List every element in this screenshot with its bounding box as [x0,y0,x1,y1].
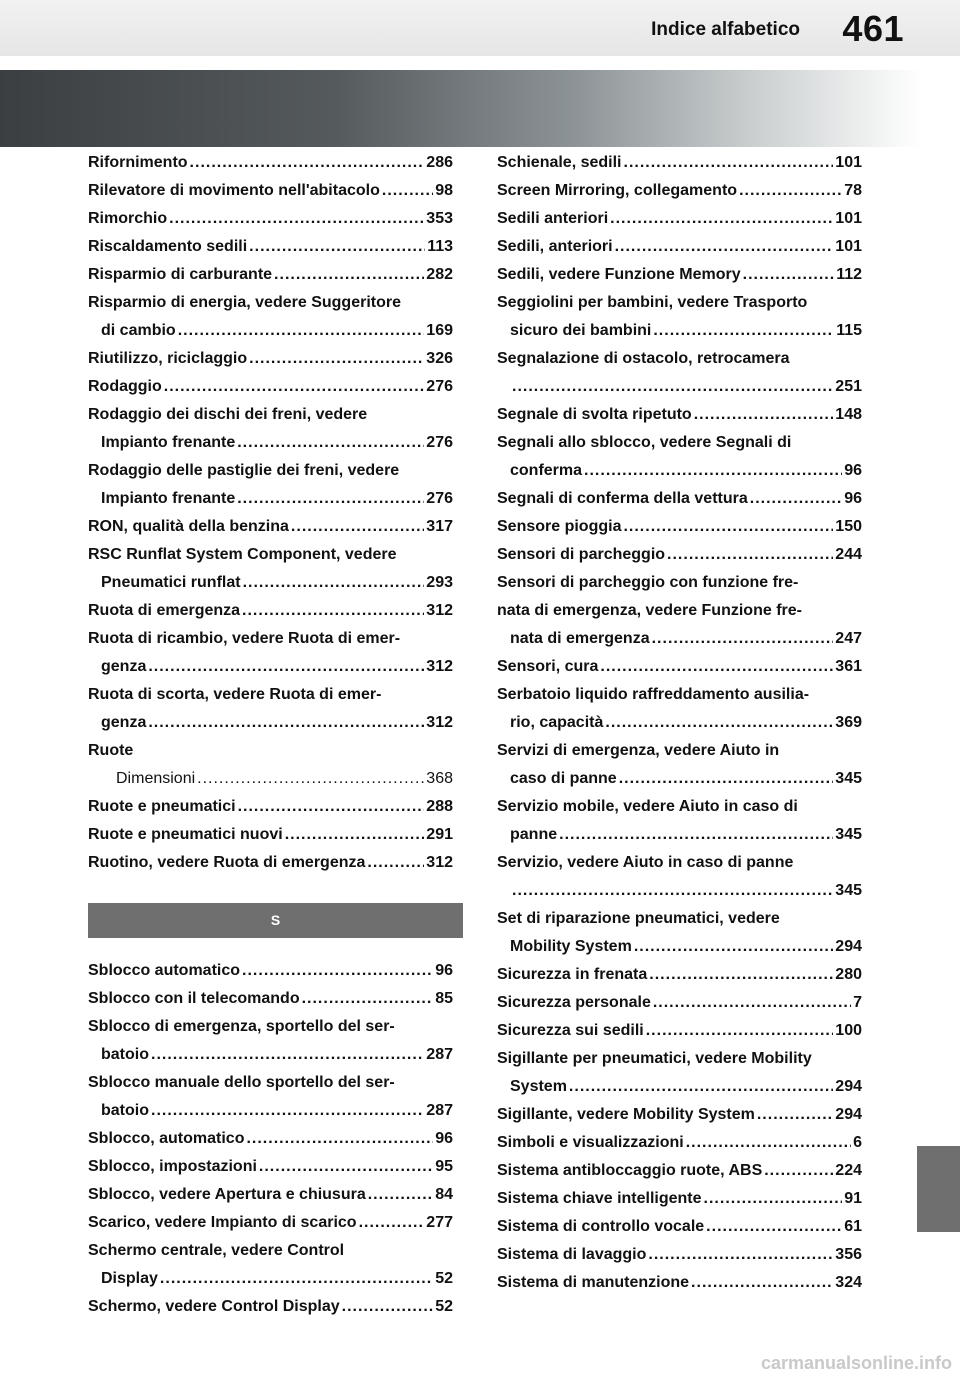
entry-text: Sistema antibloccaggio ruote, ABS [497,1162,763,1179]
page-reference: 361 [835,658,862,675]
index-entry [497,1185,862,1213]
page-reference: 244 [835,546,862,563]
dot-leader [249,345,424,373]
page-reference: 52 [435,1270,453,1287]
index-entry [88,1125,453,1153]
dot-leader [652,625,834,653]
dot-leader [739,177,842,205]
page-reference: 324 [835,1274,862,1291]
entry-text: sicuro dei bambini [510,322,652,339]
index-entry [497,653,862,681]
index-entry [88,289,453,345]
header-banner [0,70,960,147]
dot-leader [743,261,835,289]
dot-leader [764,1157,833,1185]
page-number: 461 [842,8,904,49]
entry-text: Serbatoio liquido raffreddamento ausilia- [497,686,810,703]
index-entry [88,401,453,457]
dot-leader [686,1129,851,1157]
entry-text: Sensori, cura [497,658,599,675]
thumb-index-tab [917,1146,960,1232]
dot-leader [368,1181,433,1209]
dot-leader [584,457,842,485]
page-reference: 277 [426,1214,453,1231]
page-reference: 247 [835,630,862,647]
index-list-s-continued [497,149,862,1297]
entry-text: Scarico, vedere Impianto di scarico [88,1214,357,1231]
index-entry [497,793,862,849]
dot-leader [359,1209,425,1237]
dot-leader [164,373,425,401]
index-entry [88,1153,453,1181]
page-reference: 312 [426,854,453,871]
page-reference: 291 [426,826,453,843]
page-reference: 78 [844,182,862,199]
entry-text: RON, qualità della benzina [88,518,289,535]
index-column-right [497,149,862,1297]
entry-text: Seggiolini per bambini, vedere Trasporto [497,294,808,311]
page-reference: 345 [835,770,862,787]
entry-text: Sblocco, automatico [88,1130,245,1147]
index-entry [497,737,862,793]
index-entry [88,457,453,513]
dot-leader [342,1293,434,1321]
page-reference: 369 [835,714,862,731]
page-reference: 294 [835,1078,862,1095]
index-entry [88,985,453,1013]
entry-text: Segnalazione di ostacolo, retrocamera [497,350,790,367]
entry-text: Sigillante per pneumatici, vedere Mobility [497,1050,812,1067]
index-entry [88,149,453,177]
page-reference: 98 [435,182,453,199]
index-entry [88,765,453,793]
page-reference: 293 [426,574,453,591]
entry-text: Screen Mirroring, collegamento [497,182,738,199]
index-entry [88,737,453,765]
page-reference: 345 [835,826,862,843]
section-title: Indice alfabetico [651,19,800,40]
dot-leader [605,709,833,737]
index-entry [497,401,862,429]
entry-text: batoio [101,1046,149,1063]
entry-text: RSC Runflat System Component, vedere [88,546,397,563]
entry-text: Rilevatore di movimento nell'abitacolo [88,182,380,199]
entry-text: panne [510,826,558,843]
index-entry [497,261,862,289]
entry-text: Segnali allo sblocco, vedere Segnali di [497,434,792,451]
page-reference: 287 [426,1046,453,1063]
page-reference: 368 [426,770,453,787]
dot-leader [615,233,834,261]
page-reference: 148 [835,406,862,423]
page-reference: 101 [835,154,862,171]
entry-text: Sensori di parcheggio con funzione fre- [497,574,799,591]
entry-text: Rimorchio [88,210,168,227]
dot-leader [169,205,424,233]
dot-leader [190,149,425,177]
index-entry [88,1069,453,1125]
index-entry [88,597,453,625]
dot-leader [600,653,833,681]
entry-text: Riscaldamento sedili [88,238,248,255]
dot-leader [151,1097,424,1125]
page-reference: 101 [835,238,862,255]
page-reference: 353 [426,210,453,227]
dot-leader [382,177,433,205]
index-entry [497,1269,862,1297]
entry-text: Impianto frenante [101,434,236,451]
dot-leader [160,1265,433,1293]
index-entry [88,681,453,737]
page-reference: 96 [435,962,453,979]
dot-leader [623,513,833,541]
entry-text: genza [101,658,147,675]
dot-leader [619,765,834,793]
page-reference: 312 [426,714,453,731]
page-reference: 276 [426,434,453,451]
page-reference: 91 [844,1190,862,1207]
dot-leader [237,429,424,457]
entry-text: Sblocco manuale dello sportello del ser- [88,1074,395,1091]
entry-text: Sedili, vedere Funzione Memory [497,266,741,283]
dot-leader [667,541,833,569]
entry-text: Rodaggio delle pastiglie dei freni, vedere [88,462,400,479]
entry-text: genza [101,714,147,731]
index-entry [88,233,453,261]
dot-leader [242,957,433,985]
index-entry [497,485,862,513]
page-reference: 61 [844,1218,862,1235]
entry-text: caso di panne [510,770,617,787]
entry-text: Sicurezza in frenata [497,966,648,983]
index-entry [497,1129,862,1157]
entry-text: Sedili anteriori [497,210,609,227]
index-entry [88,625,453,681]
page-reference: 280 [835,966,862,983]
dot-leader [259,1153,433,1181]
page-reference: 312 [426,602,453,619]
index-entry [497,1045,862,1101]
entry-text: Sistema di lavaggio [497,1246,647,1263]
entry-text: Risparmio di carburante [88,266,273,283]
page-reference: 287 [426,1102,453,1119]
dot-leader [178,317,425,345]
index-entry [497,1157,862,1185]
index-list-r [88,149,453,877]
dot-leader [691,1269,833,1297]
entry-text: Segnale di svolta ripetuto [497,406,692,423]
entry-text: Mobility System [510,938,632,955]
entry-text: rio, capacità [510,714,604,731]
index-entry [497,1241,862,1269]
index-entry [88,1293,453,1321]
index-entry [88,1209,453,1237]
page-reference: 112 [836,266,862,283]
page-reference: 85 [435,990,453,1007]
index-entry [497,1101,862,1129]
index-entry [497,849,862,905]
page-reference: 96 [844,490,862,507]
dot-leader [653,317,834,345]
dot-leader [649,961,833,989]
dot-leader [512,877,833,905]
index-entry [88,821,453,849]
entry-text: Servizi di emergenza, vedere Aiuto in [497,742,780,759]
page-reference: 276 [426,378,453,395]
entry-text: Sistema di manutenzione [497,1274,690,1291]
entry-text: Segnali di conferma della vettura [497,490,748,507]
index-entry [88,793,453,821]
index-entry [497,569,862,653]
entry-text: nata di emergenza [510,630,650,647]
entry-text: Ruote [88,742,134,759]
entry-text: Set di riparazione pneumatici, vedere [497,910,780,927]
index-entry [497,233,862,261]
dot-leader [634,933,833,961]
page-reference: 356 [835,1246,862,1263]
dot-leader [242,597,424,625]
entry-text: Sblocco, vedere Apertura e chiusura [88,1186,366,1203]
entry-text: Pneumatici runflat [101,574,241,591]
dot-leader [704,1185,843,1213]
dot-leader [148,653,424,681]
entry-text: Sblocco automatico [88,962,241,979]
entry-text: Ruote e pneumatici nuovi [88,826,283,843]
dot-leader [694,401,834,429]
entry-text: Servizio, vedere Aiuto in caso di panne [497,854,794,871]
page-reference: 286 [426,154,453,171]
dot-leader [197,765,424,793]
entry-text: Ruota di ricambio, vedere Ruota di emer- [88,630,401,647]
header-band [0,0,960,56]
entry-text: Ruota di emergenza [88,602,241,619]
entry-text: Dimensioni [116,770,196,787]
index-entry [88,513,453,541]
index-entry [88,177,453,205]
entry-text: Schermo centrale, vedere Control [88,1242,345,1259]
page-reference: 345 [835,882,862,899]
page-reference: 326 [426,350,453,367]
page-reference: 6 [853,1134,862,1151]
entry-text: Sigillante, vedere Mobility System [497,1106,755,1123]
index-entry [497,177,862,205]
entry-text: Sistema di controllo vocale [497,1218,705,1235]
index-entry [88,957,453,985]
index-entry [88,373,453,401]
index-entry [497,961,862,989]
index-entry [497,1017,862,1045]
dot-leader [285,821,425,849]
index-entry [88,205,453,233]
page-reference: 150 [835,518,862,535]
entry-text: Rodaggio dei dischi dei freni, vedere [88,406,368,423]
index-entry [497,205,862,233]
dot-leader [624,149,834,177]
entry-text: Servizio mobile, vedere Aiuto in caso di [497,798,798,815]
dot-leader [559,821,833,849]
dot-leader [238,793,425,821]
entry-text: Schienale, sedili [497,154,622,171]
page-reference: 113 [427,238,453,255]
page-reference: 169 [426,322,453,339]
entry-text: Sblocco con il telecomando [88,990,300,1007]
dot-leader [610,205,833,233]
entry-text: batoio [101,1102,149,1119]
dot-leader [706,1213,842,1241]
entry-text: Ruote e pneumatici [88,798,236,815]
entry-text: Sblocco, impostazioni [88,1158,257,1175]
dot-leader [648,1241,833,1269]
dot-leader [367,849,424,877]
index-list-s [88,957,453,1321]
index-entry [497,429,862,485]
entry-text: System [510,1078,567,1095]
entry-text: Sicurezza sui sedili [497,1022,644,1039]
entry-text: Ruota di scorta, vedere Ruota di emer- [88,686,382,703]
entry-text: Sicurezza personale [497,994,651,1011]
index-entry [88,1013,453,1069]
entry-text: Riutilizzo, riciclaggio [88,350,248,367]
entry-text: Simboli e visualizzazioni [497,1134,684,1151]
index-entry [497,1213,862,1241]
index-entry [497,905,862,961]
page-reference: 100 [835,1022,862,1039]
entry-text: conferma [510,462,583,479]
dot-leader [512,373,833,401]
index-entry [88,1181,453,1209]
dot-leader [274,261,424,289]
index-entry [497,345,862,401]
entry-text: Rifornimento [88,154,188,171]
entry-text: Sensore pioggia [497,518,622,535]
page-reference: 317 [426,518,453,535]
page-reference: 101 [835,210,862,227]
dot-leader [569,1073,833,1101]
page-reference: 96 [844,462,862,479]
page-reference: 96 [435,1130,453,1147]
page-reference: 95 [435,1158,453,1175]
entry-text: Sistema chiave intelligente [497,1190,702,1207]
index-entry [497,989,862,1017]
entry-text: Impianto frenante [101,490,236,507]
index-entry [497,289,862,345]
entry-text: Sensori di parcheggio [497,546,666,563]
index-entry [88,541,453,597]
page-reference: 224 [835,1162,862,1179]
dot-leader [243,569,425,597]
dot-leader [237,485,424,513]
page-reference: 294 [835,938,862,955]
page-reference: 7 [853,994,862,1011]
page-reference: 276 [426,490,453,507]
dot-leader [757,1101,833,1129]
page-reference: 312 [426,658,453,675]
index-entry [497,149,862,177]
entry-text: Display [101,1270,158,1287]
page-reference: 84 [435,1186,453,1203]
dot-leader [151,1041,424,1069]
entry-text: nata di emergenza, vedere Funzione fre- [497,602,802,619]
entry-text: di cambio [101,322,176,339]
entry-text: Sblocco di emergenza, sportello del ser- [88,1018,395,1035]
dot-leader [646,1017,834,1045]
index-entry [497,541,862,569]
page-reference: 282 [426,266,453,283]
entry-text: Rodaggio [88,378,162,395]
section-letter-bar: S [88,903,463,938]
page-reference: 251 [835,378,862,395]
index-column-left [88,149,453,1321]
dot-leader [653,989,851,1017]
dot-leader [750,485,842,513]
index-entry [88,261,453,289]
page-reference: 115 [836,322,862,339]
page-reference: 288 [426,798,453,815]
dot-leader [148,709,424,737]
entry-text: Risparmio di energia, vedere Suggeritore [88,294,401,311]
index-entry [88,345,453,373]
index-entry [88,849,453,877]
page-reference: 294 [835,1106,862,1123]
dot-leader [291,513,424,541]
entry-text: Schermo, vedere Control Display [88,1298,340,1315]
index-entry [497,681,862,737]
dot-leader [246,1125,433,1153]
entry-text: Ruotino, vedere Ruota di emergenza [88,854,366,871]
index-entry [497,513,862,541]
dot-leader [302,985,434,1013]
watermark: carmanualsonline.info [760,1353,952,1373]
index-entry [88,1237,453,1293]
entry-text: Sedili, anteriori [497,238,613,255]
dot-leader [249,233,425,261]
page-reference: 52 [435,1298,453,1315]
